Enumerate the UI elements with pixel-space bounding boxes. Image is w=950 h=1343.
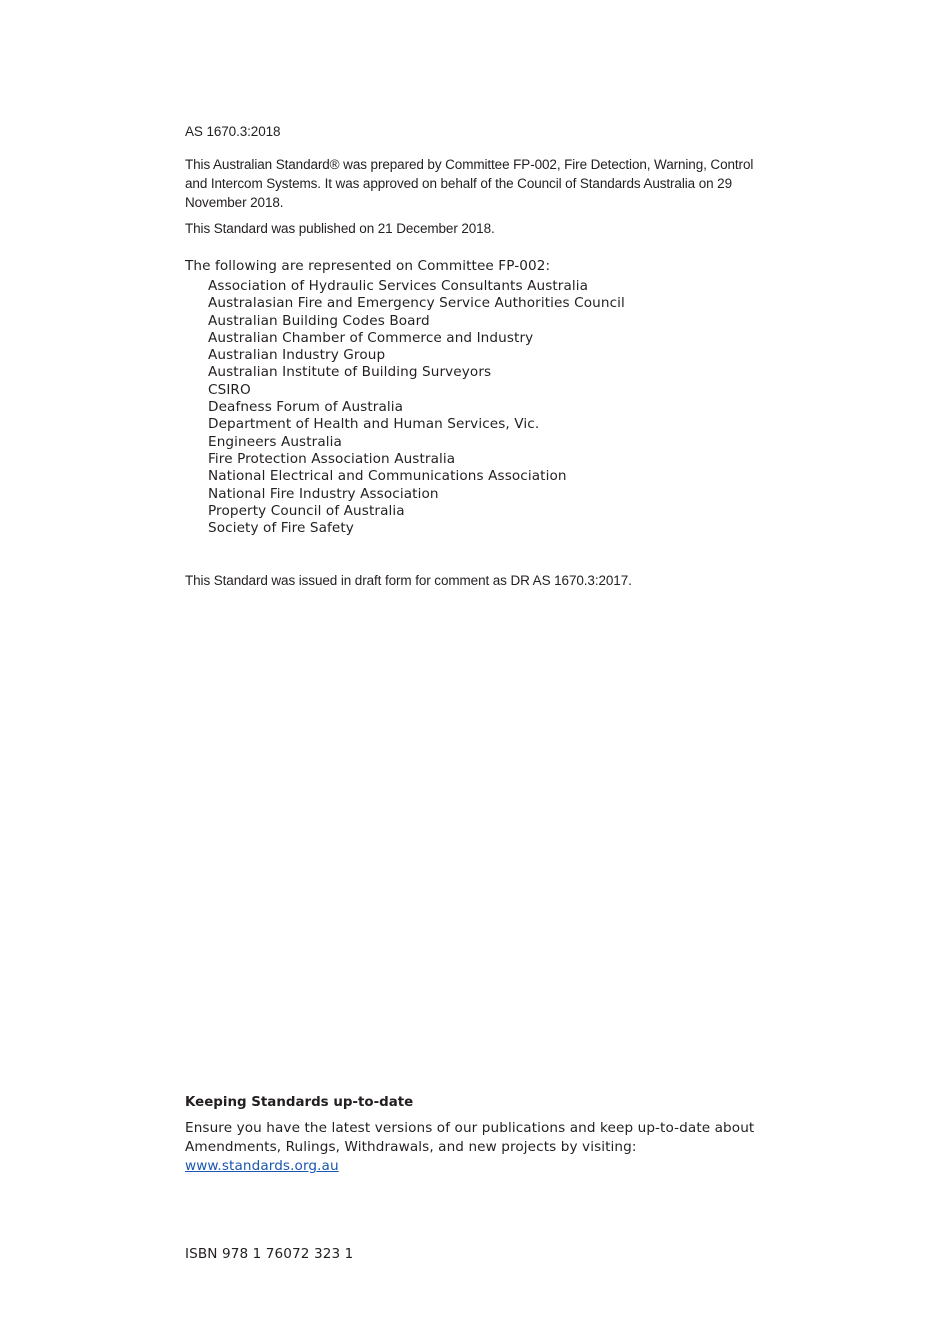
committee-member: Association of Hydraulic Services Consultants Australia [208,278,589,294]
standards-website-link[interactable]: www.standards.org.au [185,1158,339,1174]
committee-member: Australian Chamber of Commerce and Industry [208,329,534,346]
committee-member: Australian Industry Group [208,347,386,364]
committee-intro: The following are represented on Committee FP-002: [185,258,551,274]
committee-member: Property Council of Australia [208,502,405,519]
document-id: AS 1670.3:2018 [185,124,281,139]
committee-member: Deafness Forum of Australia [208,399,404,416]
draft-note: This Standard was issued in draft form for comment as DR AS 1670.3:2017. [185,573,632,588]
keeping-up-to-date-heading: Keeping Standards up-to-date [185,1095,414,1110]
approval-statement: This Australian Standard® was prepared by Committee FP-002, Fire Detection, Warning, Control and Intercom Systems. It was approved on behalf of the Council of Standards Australia on 29 November 2018. [185,157,754,210]
committee-member: CSIRO [208,381,251,398]
committee-member-list [208,278,808,537]
committee-member: Department of Health and Human Services, Vic. [208,416,540,433]
committee-member: Society of Fire Safety [208,520,354,537]
keeping-up-to-date-text: Ensure you have the latest versions of our publications and keep up-to-date about Amendments, Rulings, Withdrawals, and new projects by visiting: [185,1120,755,1155]
publication-date-statement: This Standard was published on 21 December 2018. [185,221,495,236]
committee-member: National Fire Industry Association [208,485,439,502]
committee-member: Australian Institute of Building Surveyors [208,364,492,381]
committee-member: Australasian Fire and Emergency Service Authorities Council [208,295,625,312]
committee-member: Australian Building Codes Board [208,312,430,329]
isbn: ISBN 978 1 76072 323 1 [185,1246,354,1262]
keeping-up-to-date-section [185,1119,785,1176]
committee-member: Fire Protection Association Australia [208,450,456,467]
committee-member: Engineers Australia [208,433,342,450]
committee-member: National Electrical and Communications Association [208,468,567,485]
